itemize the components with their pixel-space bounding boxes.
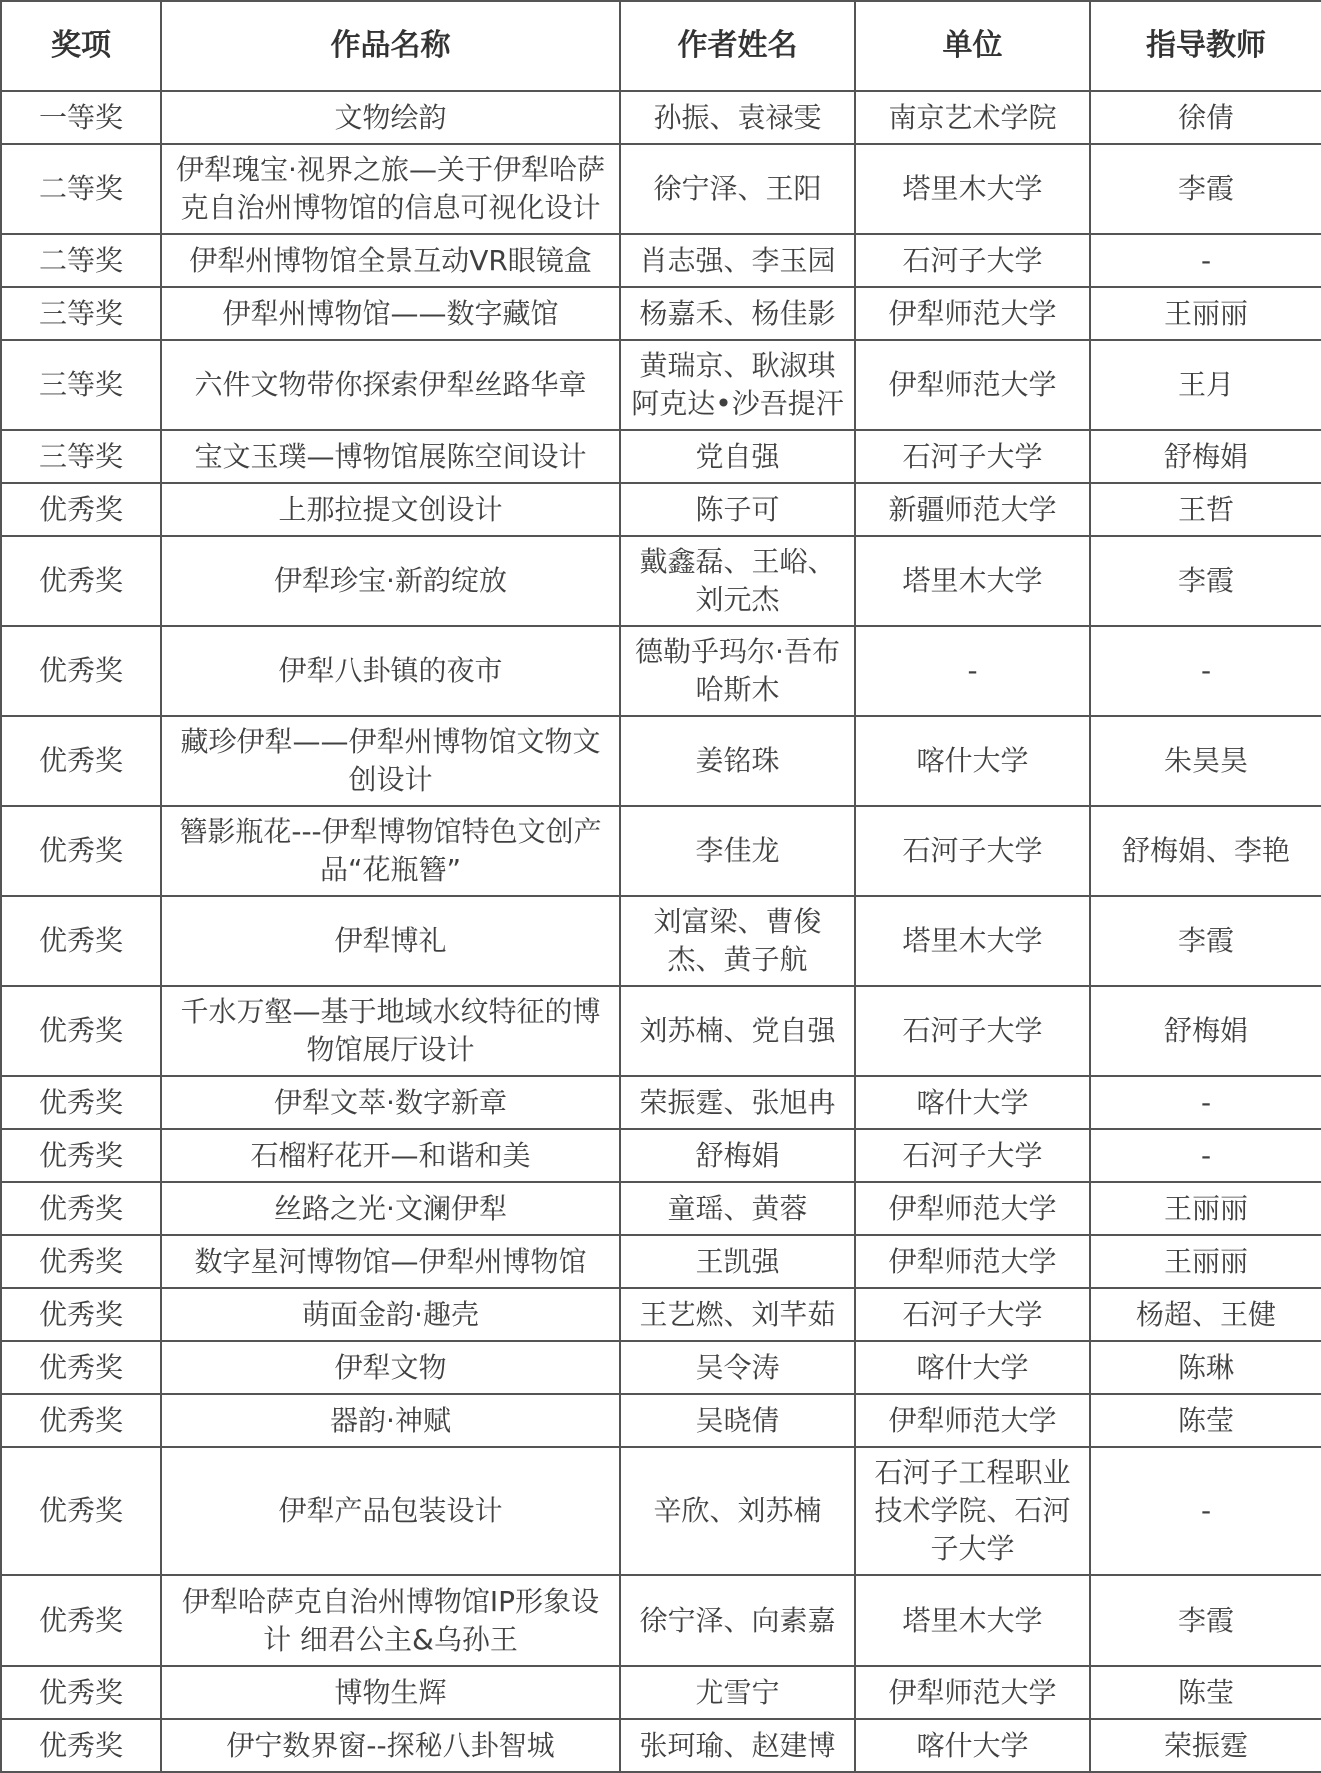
award-cell: 三等奖: [1, 430, 161, 483]
title-cell: 伊犁文物: [161, 1341, 620, 1394]
award-cell: 优秀奖: [1, 896, 161, 986]
unit-cell: 塔里木大学: [855, 1575, 1090, 1666]
teacher-cell: 李霞: [1090, 1575, 1321, 1666]
teacher-cell: 陈琳: [1090, 1341, 1321, 1394]
award-cell: 二等奖: [1, 234, 161, 287]
authors-cell: 尤雪宁: [620, 1666, 855, 1719]
award-cell: 优秀奖: [1, 1666, 161, 1719]
award-cell: 三等奖: [1, 340, 161, 430]
title-cell: 藏珍伊犁——伊犁州博物馆文物文创设计: [161, 716, 620, 806]
teacher-cell: 徐倩: [1090, 91, 1321, 144]
unit-cell: 伊犁师范大学: [855, 1182, 1090, 1235]
award-cell: 优秀奖: [1, 806, 161, 896]
unit-cell: -: [855, 626, 1090, 716]
authors-cell: 徐宁泽、向素嘉: [620, 1575, 855, 1666]
authors-cell: 王凯强: [620, 1235, 855, 1288]
table-row: [1, 483, 1321, 536]
authors-cell: 德勒乎玛尔·吾布哈斯木: [620, 626, 855, 716]
authors-cell: 荣振霆、张旭冉: [620, 1076, 855, 1129]
table-row: [1, 626, 1321, 716]
award-cell: 优秀奖: [1, 483, 161, 536]
teacher-cell: 王丽丽: [1090, 287, 1321, 340]
title-cell: 伊犁博礼: [161, 896, 620, 986]
title-cell: 文物绘韵: [161, 91, 620, 144]
unit-cell: 石河子大学: [855, 986, 1090, 1076]
authors-cell: 刘富梁、曹俊杰、黄子航: [620, 896, 855, 986]
table-row: [1, 986, 1321, 1076]
unit-cell: 石河子大学: [855, 1288, 1090, 1341]
table-row: [1, 430, 1321, 483]
award-cell: 优秀奖: [1, 1719, 161, 1772]
table-row: [1, 91, 1321, 144]
table-row: [1, 1666, 1321, 1719]
award-cell: 优秀奖: [1, 1341, 161, 1394]
award-cell: 优秀奖: [1, 1288, 161, 1341]
authors-cell: 杨嘉禾、杨佳影: [620, 287, 855, 340]
award-cell: 一等奖: [1, 91, 161, 144]
teacher-cell: 李霞: [1090, 536, 1321, 626]
unit-cell: 石河子大学: [855, 1129, 1090, 1182]
title-cell: 石榴籽花开—和谐和美: [161, 1129, 620, 1182]
authors-cell: 肖志强、李玉园: [620, 234, 855, 287]
authors-cell: 李佳龙: [620, 806, 855, 896]
teacher-cell: 荣振霆: [1090, 1719, 1321, 1772]
unit-cell: 石河子大学: [855, 234, 1090, 287]
table-row: [1, 1182, 1321, 1235]
table-row: [1, 1076, 1321, 1129]
teacher-cell: -: [1090, 626, 1321, 716]
header-row: [1, 1, 1321, 91]
unit-cell: 塔里木大学: [855, 144, 1090, 234]
authors-cell: 陈子可: [620, 483, 855, 536]
table-row: [1, 1288, 1321, 1341]
authors-cell: 吴令涛: [620, 1341, 855, 1394]
title-cell: 六件文物带你探索伊犁丝路华章: [161, 340, 620, 430]
unit-cell: 喀什大学: [855, 1341, 1090, 1394]
table-row: [1, 1341, 1321, 1394]
authors-cell: 党自强: [620, 430, 855, 483]
award-cell: 优秀奖: [1, 1235, 161, 1288]
unit-cell: 塔里木大学: [855, 896, 1090, 986]
award-cell: 优秀奖: [1, 1447, 161, 1575]
unit-cell: 南京艺术学院: [855, 91, 1090, 144]
table-row: [1, 234, 1321, 287]
teacher-cell: 舒梅娟: [1090, 986, 1321, 1076]
title-cell: 博物生辉: [161, 1666, 620, 1719]
teacher-cell: 李霞: [1090, 896, 1321, 986]
authors-cell: 舒梅娟: [620, 1129, 855, 1182]
teacher-cell: 王丽丽: [1090, 1235, 1321, 1288]
title-cell: 宝文玉璞—博物馆展陈空间设计: [161, 430, 620, 483]
title-cell: 伊犁瑰宝·视界之旅—关于伊犁哈萨克自治州博物馆的信息可视化设计: [161, 144, 620, 234]
title-cell: 器韵·神赋: [161, 1394, 620, 1447]
title-cell: 上那拉提文创设计: [161, 483, 620, 536]
unit-cell: 石河子工程职业技术学院、石河子大学: [855, 1447, 1090, 1575]
header-unit: 单位: [855, 1, 1090, 91]
table-row: [1, 340, 1321, 430]
title-cell: 伊犁珍宝·新韵绽放: [161, 536, 620, 626]
award-cell: 二等奖: [1, 144, 161, 234]
title-cell: 伊宁数界窗--探秘八卦智城: [161, 1719, 620, 1772]
header-authors: 作者姓名: [620, 1, 855, 91]
header-title: 作品名称: [161, 1, 620, 91]
title-cell: 丝路之光·文澜伊犁: [161, 1182, 620, 1235]
award-cell: 优秀奖: [1, 1076, 161, 1129]
teacher-cell: -: [1090, 1129, 1321, 1182]
teacher-cell: 陈莹: [1090, 1394, 1321, 1447]
unit-cell: 石河子大学: [855, 430, 1090, 483]
teacher-cell: 陈莹: [1090, 1666, 1321, 1719]
teacher-cell: 朱昊昊: [1090, 716, 1321, 806]
table-row: [1, 536, 1321, 626]
teacher-cell: 李霞: [1090, 144, 1321, 234]
unit-cell: 喀什大学: [855, 716, 1090, 806]
title-cell: 伊犁哈萨克自治州博物馆IP形象设计 细君公主&乌孙王: [161, 1575, 620, 1666]
authors-cell: 刘苏楠、党自强: [620, 986, 855, 1076]
authors-cell: 姜铭珠: [620, 716, 855, 806]
table-row: [1, 1129, 1321, 1182]
unit-cell: 新疆师范大学: [855, 483, 1090, 536]
unit-cell: 伊犁师范大学: [855, 1394, 1090, 1447]
unit-cell: 伊犁师范大学: [855, 287, 1090, 340]
award-cell: 优秀奖: [1, 536, 161, 626]
title-cell: 伊犁文萃·数字新章: [161, 1076, 620, 1129]
unit-cell: 伊犁师范大学: [855, 340, 1090, 430]
table-row: [1, 1575, 1321, 1666]
authors-cell: 吴晓倩: [620, 1394, 855, 1447]
teacher-cell: 杨超、王健: [1090, 1288, 1321, 1341]
header-teacher: 指导教师: [1090, 1, 1321, 91]
title-cell: 伊犁产品包装设计: [161, 1447, 620, 1575]
title-cell: 簪影瓶花---伊犁博物馆特色文创产品“花瓶簪”: [161, 806, 620, 896]
award-cell: 三等奖: [1, 287, 161, 340]
unit-cell: 伊犁师范大学: [855, 1235, 1090, 1288]
table-row: [1, 144, 1321, 234]
authors-cell: 张珂瑜、赵建博: [620, 1719, 855, 1772]
award-cell: 优秀奖: [1, 626, 161, 716]
award-cell: 优秀奖: [1, 1394, 161, 1447]
title-cell: 伊犁州博物馆——数字藏馆: [161, 287, 620, 340]
authors-cell: 辛欣、刘苏楠: [620, 1447, 855, 1575]
authors-cell: 黄瑞京、耿淑琪阿克达•沙吾提汗: [620, 340, 855, 430]
unit-cell: 喀什大学: [855, 1076, 1090, 1129]
authors-cell: 童瑶、黄蓉: [620, 1182, 855, 1235]
title-cell: 伊犁八卦镇的夜市: [161, 626, 620, 716]
header-award: 奖项: [1, 1, 161, 91]
unit-cell: 石河子大学: [855, 806, 1090, 896]
table-row: [1, 716, 1321, 806]
award-cell: 优秀奖: [1, 1129, 161, 1182]
teacher-cell: -: [1090, 234, 1321, 287]
authors-cell: 王艺燃、刘芊茹: [620, 1288, 855, 1341]
title-cell: 数字星河博物馆—伊犁州博物馆: [161, 1235, 620, 1288]
table-row: [1, 1719, 1321, 1772]
teacher-cell: 舒梅娟、李艳: [1090, 806, 1321, 896]
table-row: [1, 1447, 1321, 1575]
table-row: [1, 1394, 1321, 1447]
award-cell: 优秀奖: [1, 1575, 161, 1666]
unit-cell: 塔里木大学: [855, 536, 1090, 626]
award-cell: 优秀奖: [1, 716, 161, 806]
authors-cell: 徐宁泽、王阳: [620, 144, 855, 234]
teacher-cell: 王月: [1090, 340, 1321, 430]
title-cell: 伊犁州博物馆全景互动VR眼镜盒: [161, 234, 620, 287]
teacher-cell: 舒梅娟: [1090, 430, 1321, 483]
teacher-cell: -: [1090, 1447, 1321, 1575]
authors-cell: 孙振、袁禄雯: [620, 91, 855, 144]
unit-cell: 伊犁师范大学: [855, 1666, 1090, 1719]
table-row: [1, 806, 1321, 896]
table-row: [1, 1235, 1321, 1288]
title-cell: 千水万壑—基于地域水纹特征的博物馆展厅设计: [161, 986, 620, 1076]
title-cell: 萌面金韵·趣壳: [161, 1288, 620, 1341]
teacher-cell: 王哲: [1090, 483, 1321, 536]
teacher-cell: 王丽丽: [1090, 1182, 1321, 1235]
award-cell: 优秀奖: [1, 1182, 161, 1235]
table-row: [1, 896, 1321, 986]
award-cell: 优秀奖: [1, 986, 161, 1076]
teacher-cell: -: [1090, 1076, 1321, 1129]
unit-cell: 喀什大学: [855, 1719, 1090, 1772]
table-row: [1, 287, 1321, 340]
authors-cell: 戴鑫磊、王峪、刘元杰: [620, 536, 855, 626]
